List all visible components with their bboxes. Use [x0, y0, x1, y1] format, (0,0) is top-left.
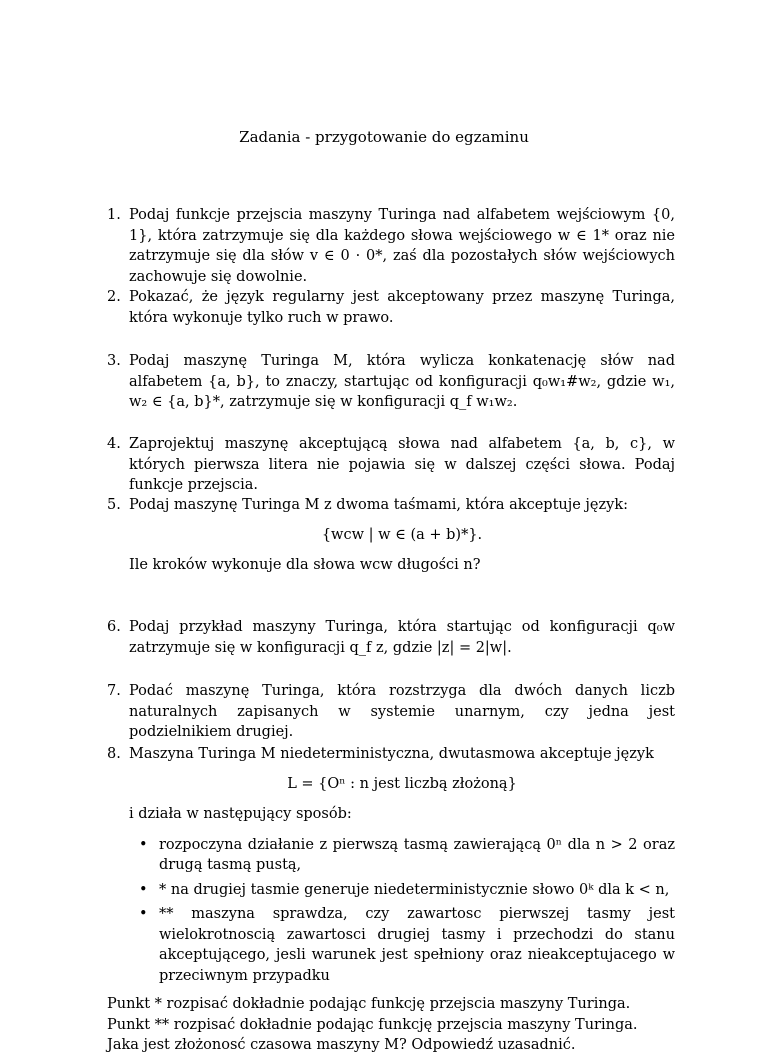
task-text: Podaj maszynę Turinga M z dwoma taśmami, która akceptuje język: [129, 497, 628, 513]
bullet-text: ** maszyna sprawdza, czy zawartosc pierwszej tasmy jest wielokrotnoscią zawartosci drugiej tasmy i przechodzi do stanu akceptującego, jesli warunek jest spełniony oraz nieakceptujacego w przeciwnym przypadku [159, 906, 675, 984]
task-number: 7. [107, 683, 121, 699]
final-line: Punkt ** rozpisać dokładnie podając funkcję przejscia maszyny Turinga. [107, 1016, 638, 1033]
bullet-item [129, 904, 675, 986]
task-text: Maszyna Turinga M niedeterministyczna, dwutasmowa akceptuje język [129, 746, 654, 762]
task-formula: {wcw | w ∈ (a + b)*}. [321, 526, 483, 543]
task-item [107, 617, 675, 658]
task-item [107, 205, 675, 287]
task-intro: i działa w następujący sposób: [129, 806, 352, 822]
task-number: 2. [107, 289, 121, 305]
bullet-text: * na drugiej tasmie generuje niedeterministycznie słowo 0ᵏ dla k < n, [159, 881, 670, 898]
task-item [107, 287, 675, 328]
bullet-list [129, 835, 675, 987]
task-item [107, 351, 675, 413]
bullet-item [129, 835, 675, 876]
task-text: Pokazać, że język regularny jest akceptowany przez maszynę Turinga, która wykonuje tylko ruch w prawo. [129, 289, 675, 326]
task-number: 4. [107, 436, 121, 452]
bullet-icon: • [139, 881, 148, 898]
bullet-icon: • [139, 906, 148, 922]
task-followup: Ile kroków wykonuje dla słowa wcw długości n? [129, 557, 481, 573]
bullet-icon: • [139, 836, 148, 853]
task-text: Podaj przykład maszyny Turinga, która startując od konfiguracji q₀w zatrzymuje się w konfiguracji q_f z, gdzie |z| = 2|w|. [129, 619, 675, 656]
task-item [107, 744, 675, 1056]
task-number: 5. [107, 497, 121, 513]
task-text: Podaj maszynę Turinga M, która wylicza konkatenację słów nad alfabetem {a, b}, to znaczy, startując od konfiguracji q₀w₁#w₂, gdzie w₁, w₂ ∈ {a, b}*, zatrzymuje się w konfiguracji q_f w₁w₂. [129, 353, 675, 410]
task-formula: L = {Oⁿ : n jest liczbą złożoną} [287, 775, 517, 792]
bullet-text: rozpoczyna działanie z pierwszą tasmą zawierającą 0ⁿ dla n > 2 oraz drugą tasmą pustą, [159, 836, 675, 873]
task-item [107, 681, 675, 743]
final-line: Jaka jest złożonosć czasowa maszyny M? Odpowiedź uzasadnić. [107, 1037, 576, 1053]
task-text: Podaj funkcje przejscia maszyny Turinga nad alfabetem wejściowym {0, 1}, która zatrzymuje się dla każdego słowa wejściowego w ∈ 1* oraz nie zatrzymuje się dla słów v ∈ 0 · 0*, zaś dla pozostałych słów wejściowych zachowuje się dowolnie. [129, 207, 675, 285]
bullet-item [129, 880, 675, 901]
page-title: Zadania - przygotowanie do egzaminu [239, 128, 529, 146]
task-text: Zaprojektuj maszynę akceptującą słowa nad alfabetem {a, b, c}, w których pierwsza litera nie pojawia się w dalszej części słowa. Podaj funkcje przejscia. [129, 436, 675, 493]
task-number: 1. [107, 207, 121, 223]
task-number: 8. [107, 746, 121, 762]
task-item [107, 434, 675, 496]
task-number: 6. [107, 619, 121, 635]
final-line: Punkt * rozpisać dokładnie podając funkcję przejscia maszyny Turinga. [107, 996, 631, 1012]
task-number: 3. [107, 353, 121, 369]
task-text: Podać maszynę Turinga, która rozstrzyga dla dwóch danych liczb naturalnych zapisanych w systemie unarnym, czy jedna jest podzielnikiem drugiej. [129, 683, 675, 740]
task-item [107, 495, 675, 576]
